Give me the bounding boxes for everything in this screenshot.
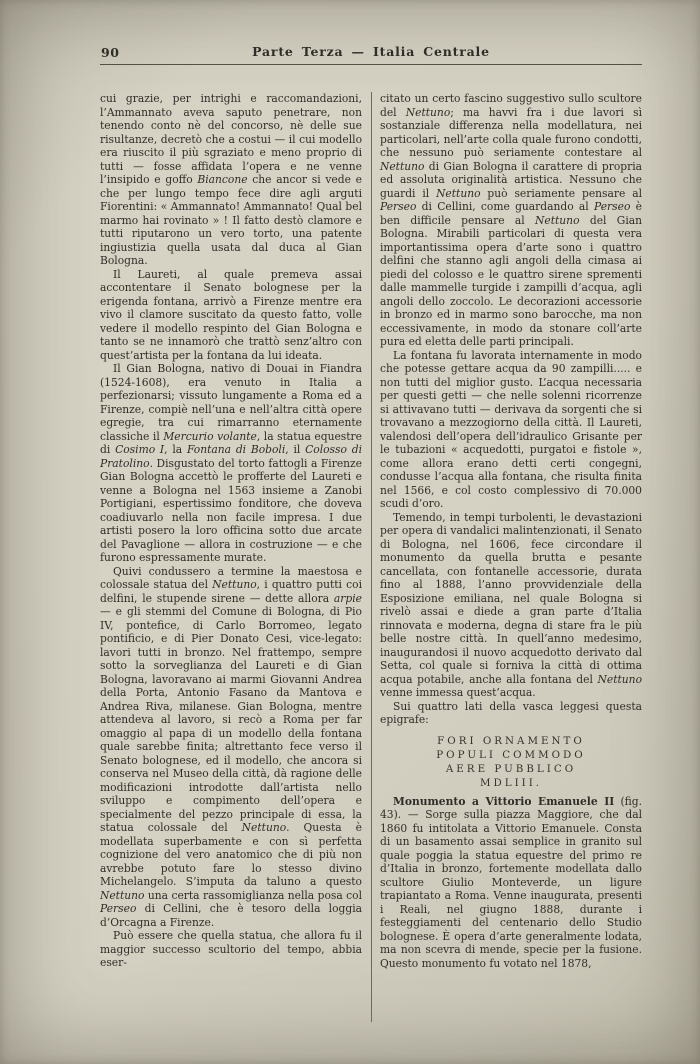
paragraph: cui grazie, per intrighi e raccomandazioni, l’Ammannato aveva saputo penetrare, non tenendo conto nè del concorso, nè delle sue risultanze, decretò che a costui — il cui modello era riuscito il più sgraziato e meno proprio di tutti — fosse affidata l’opera e ne venne l’insipido e goffo Biancone che ancor si vede e che per lungo tempo fece dire agli arguti Fiorentini: « Ammannato! Ammannato! Qual bel marmo hai rovinato » ! Il fatto destò clamore e tutti riputarono un vero torto, una patente ingiustizia quella usata dal duca al Gian Bologna. [100, 92, 362, 267]
epigraph-line: MDLIII. [479, 776, 543, 789]
paragraph: Sui quattro lati della vasca leggesi questa epigrafe: [380, 699, 642, 726]
paragraph: Monumento a Vittorio Emanuele II (fig. 43). — Sorge sulla piazza Maggiore, che dal 1860 fu intitolata a Vittorio Emanuele. Consta di un basamento assai semplice in granito sul quale poggia la statua equestre del primo re d’Italia in bronzo, fortemente modellata dallo scultore Giulio Monteverde, un ligure trapiantato a Roma. Venne inaugurata, presenti i Reali, nel giugno 1888, durante i festeggiamenti del centenario dello Studio bolognese. È opera d’arte generalmente lodata, ma non scevra di mende, specie per la fusione. Questo monumento fu votato nel 1878, [380, 794, 642, 970]
column-divider [371, 92, 372, 1022]
paragraph: citato un certo fascino suggestivo sullo scultore del Nettuno; ma havvi fra i due lavori sì sostanziale differenza nella modellatura, nei particolari, nell’arte colla quale furono condotti, che nessuno può seriamente contestare al Nettuno di Gian Bologna il carattere di propria ed assoluta originalità artistica. Nessuno che guardi il Nettuno può seriamente pensare al Perseo di Cellini, come guardando al Perseo è ben difficile pensare al Nettuno del Gian Bologna. Mirabili particolari di questa vera importantissima opera d’arte sono i quattro delfini che stanno agli angoli della cimasa ai piedi del colosso e le quattro sirene sprementi dalle mammelle turgide i zampilli d’acqua, agli angoli dello zoccolo. Le decorazioni accessorie in bronzo ed in marmo sono barocche, ma non eccessivamente, in modo da stonare coll’arte pura ed eletta delle parti principali. [380, 92, 642, 348]
paragraph: Temendo, in tempi turbolenti, le devastazioni per opera di vandalici malintenzionati, il Senato di Bologna, nel 1606, fece circondare il monumento da quella brutta e pesante cancellata, con fontanelle accessorie, durata fino al 1888, l’anno provvidenziale della Esposizione emiliana, nel quale Bologna si rivelò assai e diede a gran parte d’Italia rinnovata e moderna, degna di stare fra le più belle nostre città. In quell’anno medesimo, inaugurandosi il nuovo acquedotto derivato dal Setta, col quale si forniva la città di ottima acqua potabile, anche alla fontana del Nettuno venne immessa quest’acqua. [380, 510, 642, 699]
text-columns [100, 92, 642, 1022]
page-header [100, 44, 642, 61]
paragraph: La fontana fu lavorata internamente in modo che potesse gettare acqua da 90 zampilli..... e non tutti del miglior gusto. L’acqua necessaria per questi getti — che nelle solenni ricorrenze si attivavano tutti — derivava da sorgenti che si trovavano a mezzogiorno della città. Il Laureti, valendosi dell’opera dell’idraulico Grisante per le tubazioni « acquedotti, purgatoi e fistole », come allora erano detti certi congegni, condusse l’acqua alla fontana, che risulta finita nel 1566, e col costo complessivo di 70.000 scudi d’oro. [380, 348, 642, 510]
page-content [100, 44, 642, 1022]
epigraph-line: POPULI COMMODO [436, 748, 586, 761]
header-rule [100, 64, 642, 65]
epigraph-line: AERE PUBBLICO [445, 762, 577, 775]
running-title: Parte Terza — Italia Centrale [252, 44, 490, 59]
paragraph: Può essere che quella statua, che allora fu il maggior successo scultorio del tempo, abbia eser- [100, 929, 362, 969]
paragraph: Il Laureti, al quale premeva assai accontentare il Senato bolognese per la erigenda fontana, arrivò a Firenze mentre era vivo il clamore suscitato da questo fatto, volle vedere il modello respinto del Gian Bologna e tanto se ne innamorò che trattò senz’altro con quest’artista per la fontana da lui ideata. [100, 267, 362, 362]
paragraph: Quivi condussero a termine la maestosa e colossale statua del Nettuno, i quattro putti coi delfini, le stupende sirene — dette allora arpie — e gli stemmi del Comune di Bologna, di Pio IV, pontefice, di Carlo Borromeo, legato pontificio, e di Pier Donato Cesi, vice-legato: lavori tutti in bronzo. Nel frattempo, sempre sotto la sorveglianza del Laureti e di Gian Bologna, lavoravano ai marmi Giovanni Andrea della Porta, Antonio Fasano da Mantova e Andrea Riva, milanese. Gian Bologna, mentre attendeva al lavoro, si recò a Roma per far omaggio al papa di un modello della fontana quale sarebbe finita; altrettanto fece verso il Senato bolognese, ed il modello, che ancora si conserva nel Museo della città, dà ragione delle modificazioni introdotte dall’artista nello sviluppo e compimento dell’opera e specialmente del pezzo principale di essa, la statua colossale del Nettuno. Questa è modellata superbamente e con sì perfetta cognizione del vero anatomico che di più non avrebbe potuto fare lo stesso divino Michelangelo. S’imputa da taluno a questo Nettuno una certa rassomiglianza nella posa col Perseo di Cellini, che è tesoro della loggia d’Orcagna a Firenze. [100, 564, 362, 929]
paragraph: Il Gian Bologna, nativo di Douai in Fiandra (1524-1608), era venuto in Italia a perfezionarsi; vissuto lungamente a Roma ed a Firenze, compiè nell’una e nell’altra città opere egregie, tra cui rimarranno eternamente classiche il Mercurio volante, la statua equestre di Cosimo I, la Fontana di Boboli, il Colosso di Pratolino. Disgustato del torto fattogli a Firenze Gian Bologna accettò le profferte del Laureti e venne a Bologna nel 1563 insieme a Zanobi Portigiani, espertissimo fonditore, che doveva coadiuvarlo nella non facile impresa. I due artisti posero la loro officina sotto due arcate del Pavaglione — allora in costruzione — e che furono espressamente murate. [100, 362, 363, 564]
epigraph-line: FORI ORNAMENTO [437, 734, 585, 747]
text-column-right [380, 92, 642, 1022]
text-column-left [100, 92, 362, 1022]
page-number: 90 [101, 45, 120, 60]
epigraph [380, 734, 642, 790]
